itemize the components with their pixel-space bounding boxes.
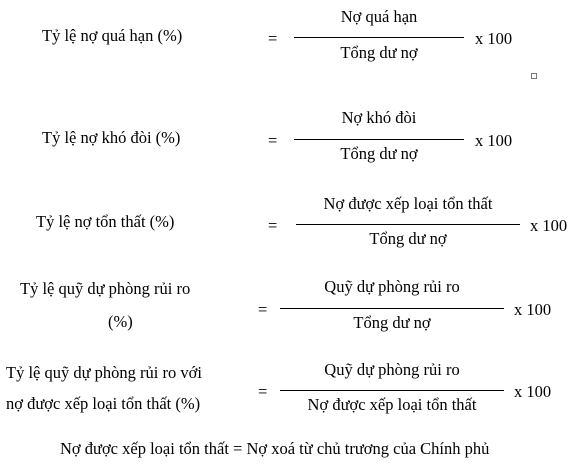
formula-1-label: Tỷ lệ nợ quá hạn (%) <box>42 26 183 45</box>
formula-1-numerator: Nợ quá hạn <box>340 7 418 26</box>
formula-4-equals: = <box>258 300 268 319</box>
formula-5-label-line1: Tỷ lệ quỹ dự phòng rủi ro với <box>6 363 202 382</box>
formula-5-equals: = <box>258 382 268 401</box>
formula-2-fraction-bar <box>294 139 464 140</box>
formula-3-numerator: Nợ được xếp loại tổn thất <box>323 194 493 213</box>
formula-4-denominator: Tổng dư nợ <box>353 313 431 332</box>
formula-5-label-line2: nợ được xếp loại tổn thất (%) <box>6 394 201 413</box>
formula-5-fraction-bar <box>280 390 504 391</box>
formula-1-multiplier: x 100 <box>475 29 513 48</box>
formula-2-numerator: Nợ khó đòi <box>341 108 417 127</box>
formula-3-fraction-bar <box>296 224 520 225</box>
formula-5-numerator: Quỹ dự phòng rủi ro <box>324 360 460 379</box>
formula-5-multiplier: x 100 <box>514 382 552 401</box>
formula-5-denominator: Nợ được xếp loại tổn thất <box>307 395 477 414</box>
footnote-definition: Nợ được xếp loại tổn thất = Nợ xoá từ chủ trương của Chính phủ <box>60 439 490 458</box>
formula-1-denominator: Tổng dư nợ <box>340 43 418 62</box>
formula-2-denominator: Tổng dư nợ <box>340 144 418 163</box>
formula-3-label: Tỷ lệ nợ tổn thất (%) <box>36 212 175 231</box>
formula-2-label: Tỷ lệ nợ khó đòi (%) <box>42 128 181 147</box>
formula-3-multiplier: x 100 <box>530 216 568 235</box>
formula-4-fraction-bar <box>280 308 504 309</box>
formula-4-label-line2: (%) <box>108 312 133 331</box>
square-marker-icon <box>531 73 537 79</box>
formula-1-fraction-bar <box>294 37 464 38</box>
formula-3-denominator: Tổng dư nợ <box>369 229 447 248</box>
formula-2-multiplier: x 100 <box>475 131 513 150</box>
formula-3-equals: = <box>268 216 278 235</box>
formula-2-equals: = <box>268 131 278 150</box>
formula-4-numerator: Quỹ dự phòng rủi ro <box>324 277 460 296</box>
formula-1-equals: = <box>268 29 278 48</box>
formula-4-multiplier: x 100 <box>514 300 552 319</box>
formula-4-label-line1: Tỷ lệ quỹ dự phòng rủi ro <box>20 279 191 298</box>
